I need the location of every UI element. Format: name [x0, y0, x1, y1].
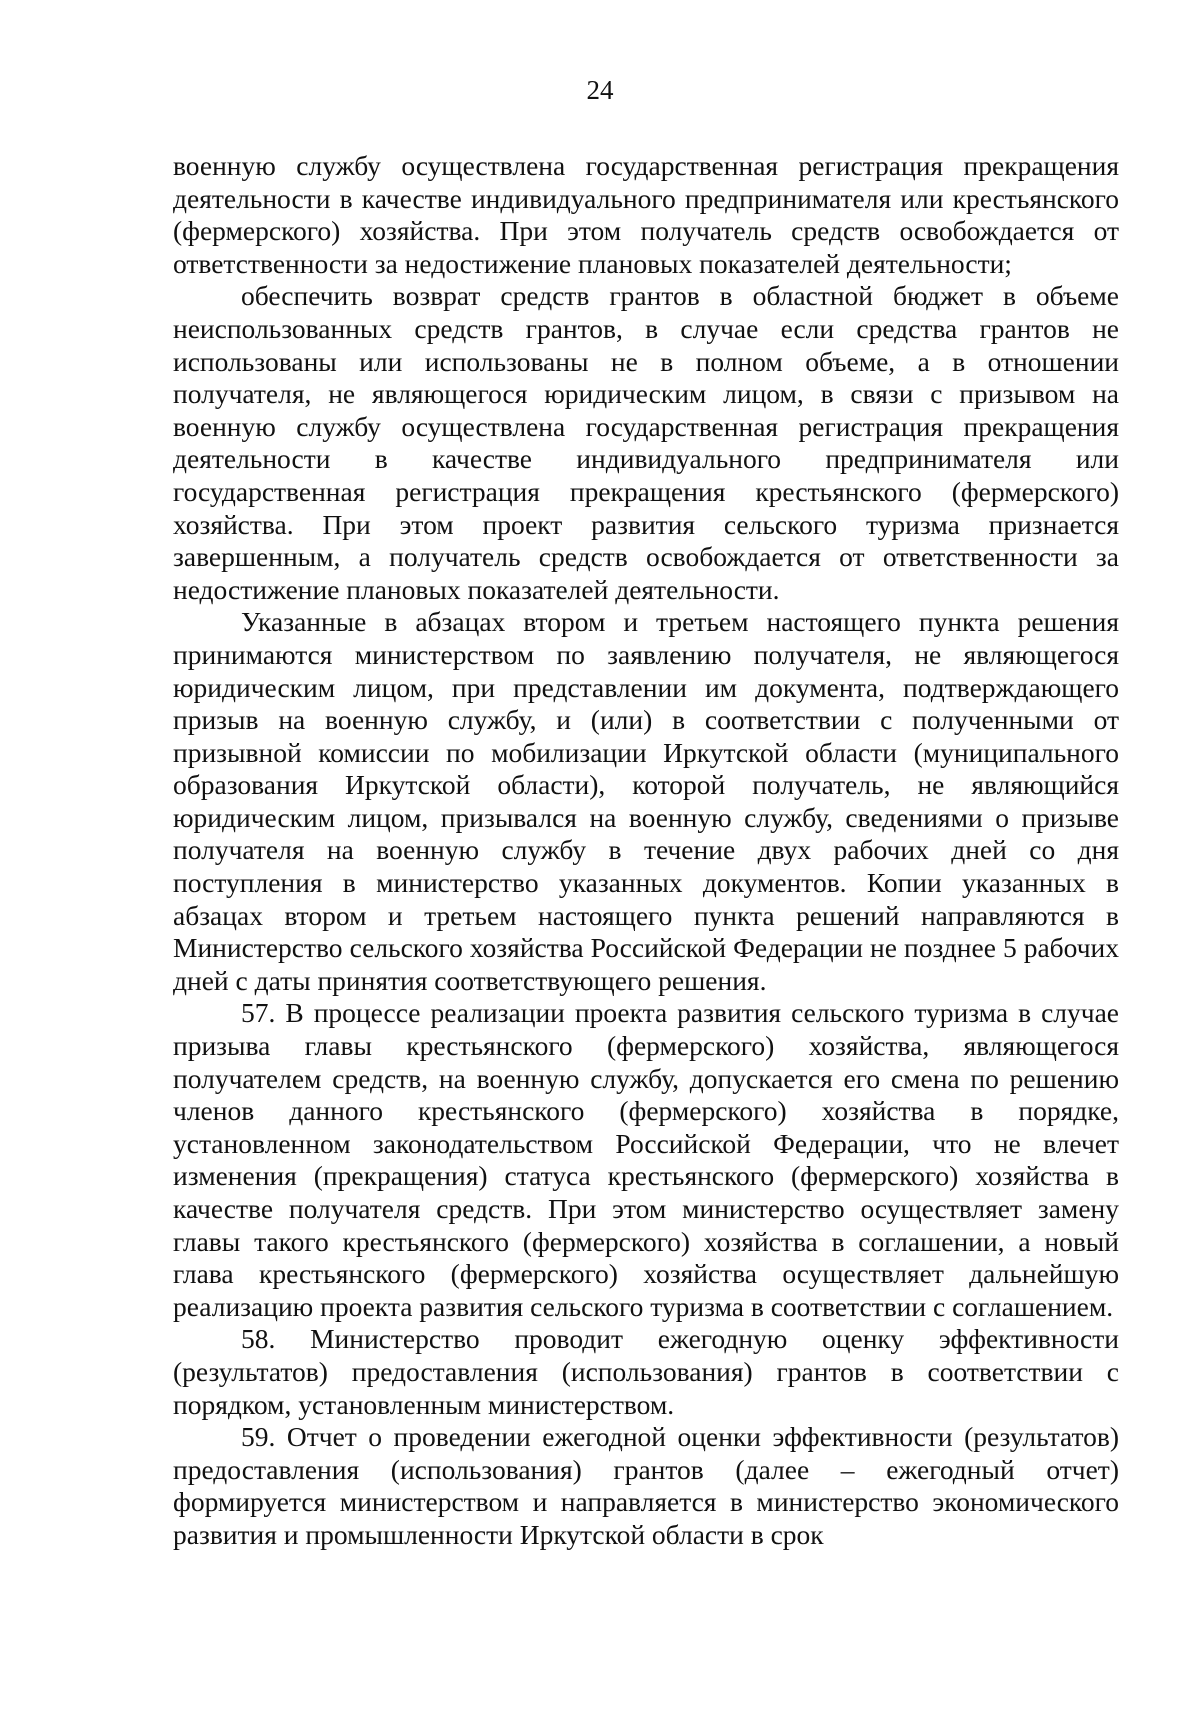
paragraph-59: 59. Отчет о проведении ежегодной оценки эффективности (результатов) предоставления (использования) грантов (далее – ежегодный отчет) формируется министерством и направляется в министерство экономического развития и промышленности Иркутской области в срок	[173, 1421, 1119, 1550]
paragraph-grant-return: обеспечить возврат средств грантов в областной бюджет в объеме неиспользованных средств грантов, в случае если средства грантов не использованы или использованы не в полном объеме, а в отношении получателя, не являющегося юридическим лицом, в связи с призывом на военную службу осуществлена государственная регистрация прекращения деятельности в качестве индивидуального предпринимателя или государственная регистрация прекращения крестьянского (фермерского) хозяйства. При этом проект развития сельского туризма признается завершенным, а получатель средств освобождается от ответственности за недостижение плановых показателей деятельности.	[173, 280, 1119, 605]
paragraph-58: 58. Министерство проводит ежегодную оценку эффективности (результатов) предоставления (использования) грантов в соответствии с порядком, установленным министерством.	[173, 1323, 1119, 1420]
paragraph-continued: военную службу осуществлена государственная регистрация прекращения деятельности в качестве индивидуального предпринимателя или крестьянского (фермерского) хозяйства. При этом получатель средств освобождается от ответственности за недостижение плановых показателей деятельности;	[173, 150, 1119, 279]
document-body	[173, 150, 1119, 1552]
paragraph-decisions: Указанные в абзацах втором и третьем настоящего пункта решения принимаются министерством по заявлению получателя, не являющегося юридическим лицом, при представлении им документа, подтверждающего призыв на военную службу, и (или) в соответствии с полученными от призывной комиссии по мобилизации Иркутской области (муниципального образования Иркутской области), которой получатель, не являющийся юридическим лицом, призывался на военную службу, сведениями о призыве получателя на военную службу в течение двух рабочих дней со дня поступления в министерство указанных документов. Копии указанных в абзацах втором и третьем настоящего пункта решений направляются в Министерство сельского хозяйства Российской Федерации не позднее 5 рабочих дней с даты принятия соответствующего решения.	[173, 606, 1119, 996]
page-number: 24	[586, 75, 614, 105]
paragraph-57: 57. В процессе реализации проекта развития сельского туризма в случае призыва главы крестьянского (фермерского) хозяйства, являющегося получателем средств, на военную службу, допускается его смена по решению членов данного крестьянского (фермерского) хозяйства в порядке, установленном законодательством Российской Федерации, что не влечет изменения (прекращения) статуса крестьянского (фермерского) хозяйства в качестве получателя средств. При этом министерство осуществляет замену главы такого крестьянского (фермерского) хозяйства в соглашении, а новый глава крестьянского (фермерского) хозяйства осуществляет дальнейшую реализацию проекта развития сельского туризма в соответствии с соглашением.	[173, 997, 1119, 1322]
